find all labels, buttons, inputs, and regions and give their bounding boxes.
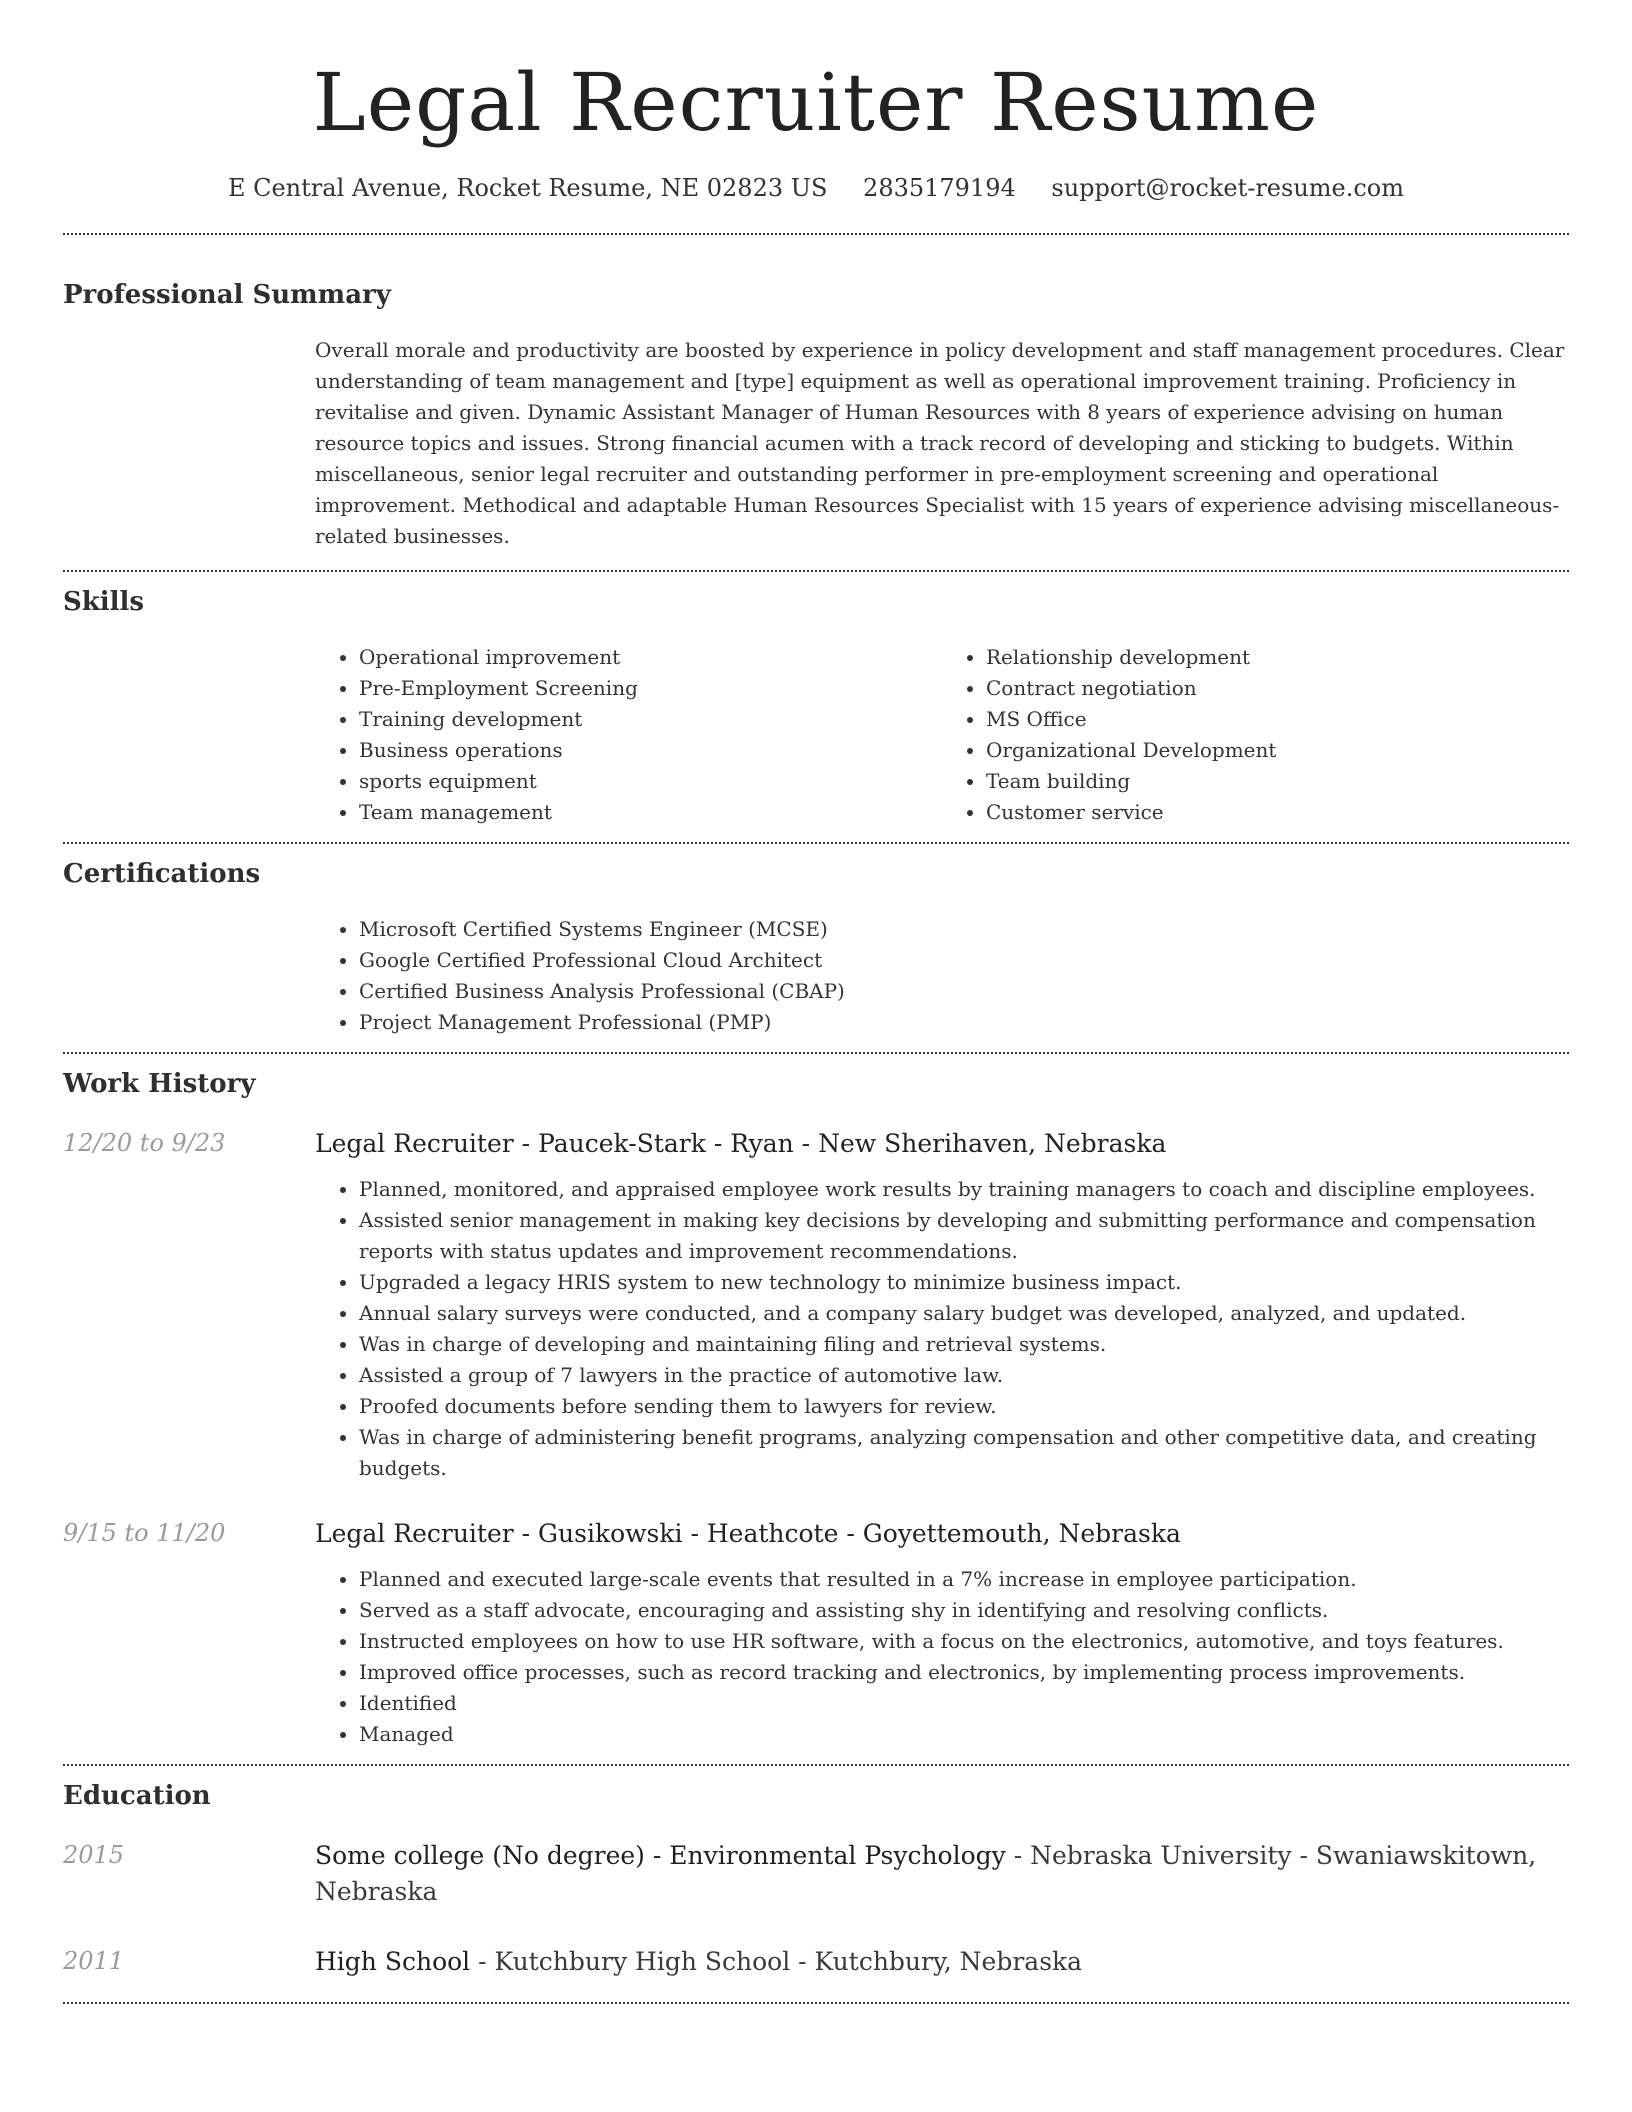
job-dates: 9/15 to 11/20: [63, 1519, 226, 1547]
education-school: - Kutchbury High School - Kutchbury, Nebraska: [470, 1947, 1083, 1976]
certification-item: • Microsoft Certified Systems Engineer (MCSE): [359, 914, 1569, 945]
job-entry: [63, 1126, 1569, 1484]
contact-line: [63, 173, 1569, 203]
certifications-section: [63, 844, 1569, 1052]
education-degree: Some college (No degree) - Environmental Psychology: [315, 1841, 1006, 1870]
skill-item: • MS Office: [986, 704, 1569, 735]
skill-item: • Team management: [359, 797, 942, 828]
certification-item: • Project Management Professional (PMP): [359, 1007, 1569, 1038]
skills-heading: Skills: [63, 587, 145, 617]
job-bullet: • Planned and executed large-scale events that resulted in a 7% increase in employee participation.: [359, 1564, 1569, 1595]
work-history-section: [63, 1054, 1569, 1764]
job-heading: Legal Recruiter - Paucek-Stark - Ryan - New Sherihaven, Nebraska: [315, 1129, 1167, 1158]
job-bullet: • Assisted senior management in making key decisions by developing and submitting performance and compensation reports with status updates and improvement recommendations.: [359, 1205, 1569, 1267]
skill-item: • Customer service: [986, 797, 1569, 828]
education-section: [63, 1766, 1569, 2002]
job-bullet: • Instructed employees on how to use HR software, with a focus on the electronics, automotive, and toys features.: [359, 1626, 1569, 1657]
job-bullets: [315, 1174, 1569, 1484]
job-bullet: • Improved office processes, such as record tracking and electronics, by implementing process improvements.: [359, 1657, 1569, 1688]
contact-phone: 2835179194: [863, 174, 1016, 202]
education-heading: Education: [63, 1781, 211, 1811]
skill-item: • Operational improvement: [359, 642, 942, 673]
job-bullet: • Served as a staff advocate, encouraging and assisting shy in identifying and resolving conflicts.: [359, 1595, 1569, 1626]
skill-item: • Pre-Employment Screening: [359, 673, 942, 704]
certifications-heading: Certifications: [63, 859, 261, 889]
divider: [63, 2002, 1569, 2004]
contact-address: E Central Avenue, Rocket Resume, NE 02823 US: [227, 174, 828, 202]
skills-list: [315, 642, 1569, 842]
job-entry: [63, 1516, 1569, 1750]
contact-email: support@rocket-resume.com: [1051, 174, 1405, 202]
education-year: 2015: [63, 1841, 125, 1869]
skills-column-right: [942, 642, 1569, 828]
resume-title: Legal Recruiter Resume: [312, 56, 1320, 149]
skill-item: • sports equipment: [359, 766, 942, 797]
job-bullet: • Assisted a group of 7 lawyers in the practice of automotive law.: [359, 1360, 1569, 1391]
certification-item: • Google Certified Professional Cloud Architect: [359, 945, 1569, 976]
job-bullet: • Planned, monitored, and appraised employee work results by training managers to coach and discipline employees.: [359, 1174, 1569, 1205]
education-school: - Nebraska University - Swaniawskitown, Nebraska: [315, 1841, 1537, 1906]
summary-section: [63, 235, 1569, 570]
job-bullets: [315, 1564, 1569, 1750]
summary-heading: Professional Summary: [63, 280, 391, 310]
job-bullet: • Was in charge of developing and maintaining filing and retrieval systems.: [359, 1329, 1569, 1360]
job-bullet: • Managed: [359, 1719, 1569, 1750]
skill-item: • Relationship development: [986, 642, 1569, 673]
education-entry: [63, 1944, 1569, 1980]
skill-item: • Business operations: [359, 735, 942, 766]
certification-item: • Certified Business Analysis Professional (CBAP): [359, 976, 1569, 1007]
job-bullet: • Upgraded a legacy HRIS system to new technology to minimize business impact.: [359, 1267, 1569, 1298]
education-heading-line: [315, 1944, 1569, 1980]
skills-section: [63, 572, 1569, 842]
job-bullet: • Was in charge of administering benefit programs, analyzing compensation and other competitive data, and creating budgets.: [359, 1422, 1569, 1484]
skill-item: • Contract negotiation: [986, 673, 1569, 704]
education-entry: [63, 1838, 1569, 1910]
job-bullet: • Annual salary surveys were conducted, and a company salary budget was developed, analyzed, and updated.: [359, 1298, 1569, 1329]
job-bullet: • Proofed documents before sending them to lawyers for review.: [359, 1391, 1569, 1422]
work-history-heading: Work History: [63, 1069, 256, 1099]
job-dates: 12/20 to 9/23: [63, 1129, 226, 1157]
skill-item: • Team building: [986, 766, 1569, 797]
skill-item: • Organizational Development: [986, 735, 1569, 766]
skill-item: • Training development: [359, 704, 942, 735]
skills-column-left: [315, 642, 942, 828]
summary-text: Overall morale and productivity are boosted by experience in policy development and staff management procedures. Clear understanding of team management and [type] equipment as well as operational improvement training. Proficiency in revitalise and given. Dynamic Assistant Manager of Human Resources with 8 years of experience advising on human resource topics and issues. Strong financial acumen with a track record of developing and sticking to budgets. Within miscellaneous, senior legal recruiter and outstanding performer in pre-employment screening and operational improvement. Methodical and adaptable Human Resources Specialist with 15 years of experience advising miscellaneous-related businesses.: [315, 338, 1565, 548]
education-year: 2011: [63, 1947, 125, 1975]
job-bullet: • Identified: [359, 1688, 1569, 1719]
education-heading-line: [315, 1838, 1569, 1910]
education-degree: High School: [315, 1947, 471, 1976]
certifications-list: [315, 914, 1569, 1052]
job-heading: Legal Recruiter - Gusikowski - Heathcote - Goyettemouth, Nebraska: [315, 1519, 1181, 1548]
